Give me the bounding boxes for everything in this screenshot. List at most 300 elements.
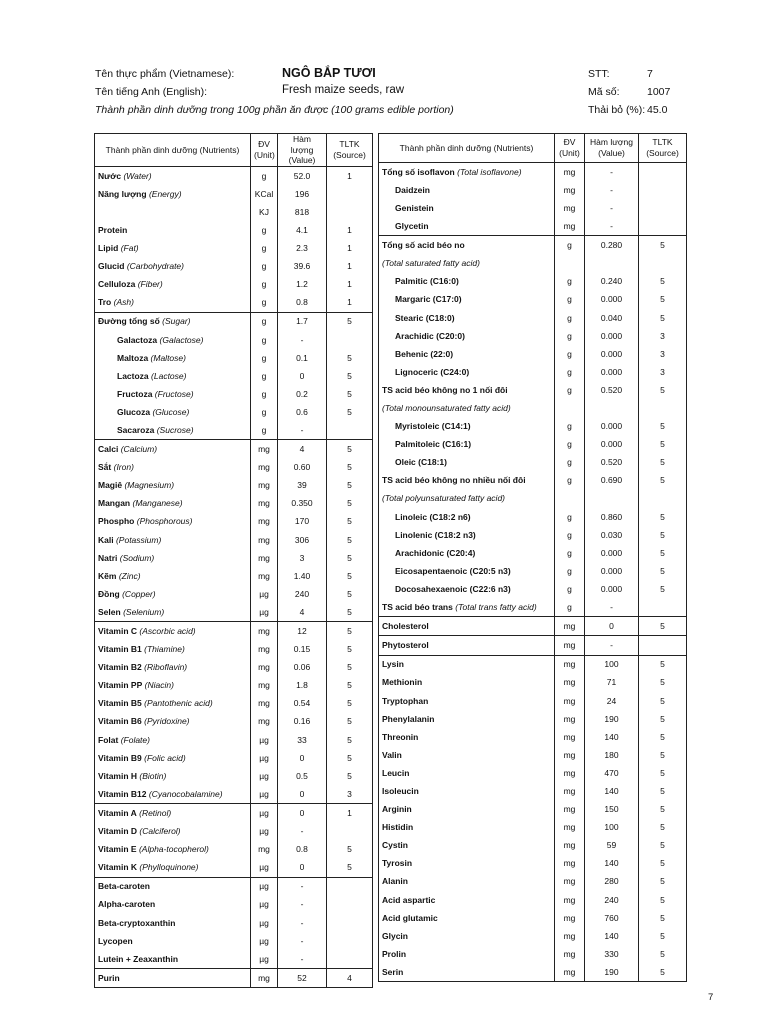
food-name-en-label: Tên tiếng Anh (English): xyxy=(95,86,208,98)
unit-cell: g xyxy=(251,166,278,185)
unit-cell: mg xyxy=(251,549,278,567)
unit-cell: mg xyxy=(251,640,278,658)
table-row xyxy=(379,291,687,309)
value-cell: 170 xyxy=(278,513,327,531)
nutrient-name-cell xyxy=(379,836,555,854)
table-row xyxy=(379,562,687,580)
unit-cell: g xyxy=(555,508,585,526)
value-cell: 150 xyxy=(585,800,639,818)
nutrient-name: Myristoleic (C14:1) xyxy=(395,421,471,432)
source-cell: 5 xyxy=(327,349,373,367)
source-cell xyxy=(327,950,373,969)
maso-value: 1007 xyxy=(647,86,671,98)
nutrient-name: Glycin xyxy=(382,930,408,941)
nutrient-name-cell xyxy=(379,927,555,945)
value-cell: 0.000 xyxy=(585,580,639,598)
source-cell xyxy=(639,598,687,617)
unit-cell: mg xyxy=(555,655,585,674)
maso-label: Mã số: xyxy=(588,86,620,98)
nutrient-name: Lutein + Zeaxanthin xyxy=(98,953,179,964)
unit-cell: mg xyxy=(555,963,585,982)
source-cell: 5 xyxy=(327,458,373,476)
table-row xyxy=(95,731,373,749)
unit-cell: g xyxy=(555,381,585,399)
value-cell: - xyxy=(278,331,327,349)
nutrient-name-cell xyxy=(95,440,251,459)
nutrient-name: Magiê xyxy=(98,480,123,491)
nutrient-name: Arachidic (C20:0) xyxy=(395,330,465,341)
unit-cell: g xyxy=(251,421,278,440)
unit-cell: µg xyxy=(251,585,278,603)
table-row xyxy=(379,655,687,674)
nutrient-name-cell xyxy=(379,508,555,526)
unit-cell: mg xyxy=(251,677,278,695)
unit-cell: mg xyxy=(555,199,585,217)
source-cell: 5 xyxy=(639,273,687,291)
nutrient-name-cell xyxy=(379,580,555,598)
table-row xyxy=(95,585,373,603)
nutrient-name: Vitamin B9 xyxy=(98,752,142,763)
nutrient-name-cell xyxy=(95,221,251,239)
value-cell: 0 xyxy=(585,617,639,636)
nutrient-name: Histidin xyxy=(382,822,414,833)
nutrient-name-cell xyxy=(95,294,251,313)
table-row xyxy=(95,275,373,293)
value-cell: 0 xyxy=(278,804,327,823)
unit-cell: mg xyxy=(555,636,585,655)
value-cell: - xyxy=(585,181,639,199)
source-cell xyxy=(327,877,373,896)
source-cell: 5 xyxy=(327,603,373,622)
nutrient-name-cell xyxy=(95,495,251,513)
nutrient-name-cell xyxy=(95,275,251,293)
source-cell: 1 xyxy=(327,239,373,257)
nutrient-english-name: (Manganese) xyxy=(132,498,183,509)
source-cell: 5 xyxy=(639,710,687,728)
nutrient-name: Đường tổng số xyxy=(98,316,160,327)
value-cell: 24 xyxy=(585,692,639,710)
table-row xyxy=(379,963,687,982)
table-row xyxy=(379,746,687,764)
source-cell xyxy=(327,914,373,932)
unit-cell: mg xyxy=(251,658,278,676)
nutrient-name-cell xyxy=(95,549,251,567)
nutrient-name: Sắt xyxy=(98,462,112,473)
value-cell: 0.030 xyxy=(585,526,639,544)
nutrient-name-cell xyxy=(95,767,251,785)
value-cell: 470 xyxy=(585,764,639,782)
nutrient-english-name: (Magnesium) xyxy=(124,480,175,491)
table-row xyxy=(379,363,687,381)
table-row xyxy=(379,435,687,453)
table-row xyxy=(95,367,373,385)
nutrient-name: Acid glutamic xyxy=(382,912,438,923)
nutrient-name-cell xyxy=(379,945,555,963)
source-cell: 5 xyxy=(639,746,687,764)
nutrient-name: Vitamin C xyxy=(98,626,138,637)
nutrient-english-name: (Thiamine) xyxy=(144,644,185,655)
nutrient-name-cell xyxy=(95,603,251,622)
nutrient-name: Oleic (C18:1) xyxy=(395,457,447,468)
nutrient-name: Leucin xyxy=(382,767,410,778)
source-cell xyxy=(639,636,687,655)
nutrient-name: Daidzein xyxy=(395,184,430,195)
nutrient-name-cell xyxy=(379,909,555,927)
value-cell: - xyxy=(585,199,639,217)
source-cell: 5 xyxy=(327,549,373,567)
table-row xyxy=(379,236,687,255)
nutrient-english-name: (Energy) xyxy=(148,188,182,199)
nutrient-name: Fructoza xyxy=(117,388,153,399)
unit-cell: mg xyxy=(555,764,585,782)
nutrient-name: Alpha-caroten xyxy=(98,899,156,910)
table-row xyxy=(95,932,373,950)
source-cell xyxy=(639,163,687,182)
nutrient-name-cell xyxy=(379,217,555,236)
col-source-header: TLTK (Source) xyxy=(639,134,687,163)
nutrient-name-cell xyxy=(379,891,555,909)
table-row xyxy=(379,526,687,544)
nutrient-name: Tyrosin xyxy=(382,858,413,869)
nutrient-english-name: (Phylloquinone) xyxy=(139,862,199,873)
table-row xyxy=(379,927,687,945)
source-cell: 5 xyxy=(639,526,687,544)
value-cell: 140 xyxy=(585,927,639,945)
value-cell: 0.280 xyxy=(585,236,639,255)
table-row xyxy=(95,767,373,785)
nutrient-english-name: (Water) xyxy=(123,170,152,181)
nutrient-name: TS acid béo không no 1 nối đôi xyxy=(382,384,508,395)
nutrient-name-cell xyxy=(379,710,555,728)
nutrient-name: Protein xyxy=(98,224,128,235)
value-cell: - xyxy=(585,636,639,655)
unit-cell: g xyxy=(251,349,278,367)
nutrient-name-cell xyxy=(379,562,555,580)
unit-cell: mg xyxy=(555,927,585,945)
table-row xyxy=(379,417,687,435)
nutrient-name-cell xyxy=(95,677,251,695)
nutrient-name-cell xyxy=(95,731,251,749)
nutrient-english-name: (Alpha-tocopherol) xyxy=(138,844,209,855)
nutrient-name: Maltoza xyxy=(117,352,149,363)
nutrient-name: Prolin xyxy=(382,948,407,959)
table-row xyxy=(95,421,373,440)
value-cell: 0.8 xyxy=(278,294,327,313)
nutrient-name: Lignoceric (C24:0) xyxy=(395,366,470,377)
left-nutrient-table xyxy=(94,133,373,988)
table-row xyxy=(379,836,687,854)
unit-cell: mg xyxy=(251,440,278,459)
nutrient-name-cell xyxy=(95,257,251,275)
nutrient-name: Serin xyxy=(382,966,404,977)
subtitle: Thành phần dinh dưỡng trong 100g phần ăn được (100 grams edible portion) xyxy=(95,104,454,116)
unit-cell: µg xyxy=(251,603,278,622)
table-row xyxy=(379,818,687,836)
unit-cell: mg xyxy=(251,458,278,476)
nutrient-name-cell xyxy=(379,544,555,562)
nutrient-name: Tro xyxy=(98,297,112,308)
nutrient-name-cell xyxy=(95,385,251,403)
nutrient-english-name: (Folic acid) xyxy=(144,752,186,763)
nutrient-name: Linoleic (C18:2 n6) xyxy=(395,511,471,522)
nutrient-name-cell xyxy=(379,363,555,381)
value-cell: 4 xyxy=(278,440,327,459)
value-cell: 0.16 xyxy=(278,713,327,731)
nutrient-name-cell xyxy=(95,367,251,385)
nutrient-name: Cystin xyxy=(382,840,408,851)
source-cell: 5 xyxy=(327,767,373,785)
table-row xyxy=(95,640,373,658)
table-row xyxy=(95,804,373,823)
unit-cell: g xyxy=(555,363,585,381)
table-row xyxy=(95,695,373,713)
source-cell: 5 xyxy=(639,945,687,963)
unit-cell: mg xyxy=(251,969,278,988)
value-cell: 1.8 xyxy=(278,677,327,695)
source-cell: 5 xyxy=(327,658,373,676)
source-cell: 5 xyxy=(639,927,687,945)
nutrient-name-cell xyxy=(379,764,555,782)
value-cell: 0 xyxy=(278,367,327,385)
nutrient-name-cell xyxy=(95,421,251,440)
source-cell xyxy=(639,199,687,217)
nutrient-name: Purin xyxy=(98,972,120,983)
unit-cell: mg xyxy=(555,945,585,963)
source-cell: 1 xyxy=(327,275,373,293)
nutrient-english-name: (Total saturated fatty acid) xyxy=(382,258,480,269)
nutrient-name: Natri xyxy=(98,552,118,563)
value-cell: 0.000 xyxy=(585,327,639,345)
thaibo-value: 45.0 xyxy=(647,104,668,116)
table-row xyxy=(95,513,373,531)
unit-cell: µg xyxy=(251,858,278,877)
unit-cell: mg xyxy=(555,909,585,927)
nutrient-name: Behenic (22:0) xyxy=(395,348,454,359)
source-cell: 3 xyxy=(639,363,687,381)
source-cell: 5 xyxy=(327,858,373,877)
nutrient-english-name: (Pyridoxine) xyxy=(144,716,190,727)
nutrient-english-name: (Calcium) xyxy=(120,444,158,455)
nutrient-name-cell xyxy=(95,695,251,713)
value-cell: 4 xyxy=(278,603,327,622)
table-row xyxy=(379,598,687,617)
unit-cell: g xyxy=(555,598,585,617)
value-cell: 3 xyxy=(278,549,327,567)
source-cell: 5 xyxy=(639,800,687,818)
unit-cell: mg xyxy=(555,674,585,692)
nutrient-name-cell xyxy=(379,181,555,199)
table-row xyxy=(95,858,373,877)
value-cell: 0 xyxy=(278,858,327,877)
source-cell: 1 xyxy=(327,257,373,275)
unit-cell: mg xyxy=(251,495,278,513)
source-cell: 5 xyxy=(639,855,687,873)
unit-cell: mg xyxy=(251,531,278,549)
nutrient-name: Vitamin B6 xyxy=(98,716,142,727)
nutrient-english-name: (Selenium) xyxy=(123,606,165,617)
value-cell: 760 xyxy=(585,909,639,927)
nutrient-name-cell xyxy=(379,598,555,617)
nutrient-name-cell xyxy=(379,746,555,764)
table-row xyxy=(379,327,687,345)
nutrient-name-cell xyxy=(95,658,251,676)
value-cell: - xyxy=(278,822,327,840)
table-row xyxy=(95,531,373,549)
nutrient-english-name: (Galactose) xyxy=(159,334,204,345)
source-cell xyxy=(327,185,373,203)
nutrient-name-cell xyxy=(379,490,555,508)
nutrient-name: Beta-caroten xyxy=(98,881,150,892)
table-row xyxy=(95,896,373,914)
table-row xyxy=(379,617,687,636)
nutrient-english-name: (Phosphorous) xyxy=(136,516,193,527)
unit-cell: mg xyxy=(555,855,585,873)
table-row xyxy=(95,294,373,313)
right-table-body xyxy=(379,163,687,982)
value-cell: 52.0 xyxy=(278,166,327,185)
nutrient-name-cell xyxy=(379,291,555,309)
nutrient-name-cell xyxy=(95,914,251,932)
unit-cell: g xyxy=(251,312,278,331)
value-cell: 1.40 xyxy=(278,567,327,585)
nutrient-english-name: (Fructose) xyxy=(154,388,194,399)
source-cell: 5 xyxy=(639,454,687,472)
value-cell: 0.000 xyxy=(585,417,639,435)
value-cell: - xyxy=(585,217,639,236)
nutrient-name-cell xyxy=(95,531,251,549)
nutrient-name-cell xyxy=(379,254,555,272)
unit-cell: µg xyxy=(251,896,278,914)
unit-cell: µg xyxy=(251,877,278,896)
value-cell: 306 xyxy=(278,531,327,549)
source-cell: 5 xyxy=(327,749,373,767)
table-row xyxy=(379,909,687,927)
source-cell: 5 xyxy=(639,381,687,399)
nutrient-english-name: (Cyanocobalamine) xyxy=(148,788,223,799)
value-cell: 0.000 xyxy=(585,562,639,580)
source-cell: 5 xyxy=(639,580,687,598)
table-row xyxy=(95,658,373,676)
unit-cell: g xyxy=(251,367,278,385)
value-cell: 1.7 xyxy=(278,312,327,331)
source-cell: 3 xyxy=(639,327,687,345)
nutrient-name: Vitamin H xyxy=(98,770,138,781)
col-source-header: TLTK (Source) xyxy=(327,134,373,167)
nutrient-name-cell xyxy=(379,163,555,182)
nutrient-name-cell xyxy=(379,345,555,363)
nutrient-english-name: (Fiber) xyxy=(137,279,163,290)
table-row xyxy=(95,349,373,367)
table-row xyxy=(379,580,687,598)
unit-cell: g xyxy=(555,345,585,363)
nutrient-name: Mangan xyxy=(98,498,131,509)
nutrient-name: Kẽm xyxy=(98,570,117,581)
unit-cell: g xyxy=(555,417,585,435)
nutrient-name: Lactoza xyxy=(117,370,149,381)
unit-cell: mg xyxy=(555,800,585,818)
unit-cell: mg xyxy=(251,713,278,731)
nutrient-name: Glucid xyxy=(98,261,125,272)
nutrient-name: Palmitoleic (C16:1) xyxy=(395,439,472,450)
nutrient-name: Folat xyxy=(98,734,119,745)
table-row xyxy=(95,257,373,275)
source-cell: 5 xyxy=(327,440,373,459)
source-cell: 5 xyxy=(639,674,687,692)
table-row xyxy=(379,381,687,399)
source-cell xyxy=(327,822,373,840)
nutrient-name-cell xyxy=(95,896,251,914)
nutrient-name-cell xyxy=(95,858,251,877)
nutrient-name-cell xyxy=(95,640,251,658)
nutrient-name: Đồng xyxy=(98,588,120,599)
table-row xyxy=(379,692,687,710)
nutrient-name-cell xyxy=(379,855,555,873)
table-row xyxy=(95,385,373,403)
nutrient-english-name: (Calciferol) xyxy=(139,826,181,837)
table-row xyxy=(379,181,687,199)
value-cell: 39.6 xyxy=(278,257,327,275)
source-cell: 5 xyxy=(639,655,687,674)
unit-cell: µg xyxy=(251,767,278,785)
nutrient-name-cell xyxy=(379,273,555,291)
source-cell: 5 xyxy=(327,531,373,549)
table-row xyxy=(95,312,373,331)
nutrient-name: Selen xyxy=(98,606,121,617)
unit-cell: mg xyxy=(555,836,585,854)
unit-cell: mg xyxy=(555,782,585,800)
unit-cell: g xyxy=(555,562,585,580)
source-cell: 5 xyxy=(327,513,373,531)
nutrient-name: Stearic (C18:0) xyxy=(395,312,455,323)
nutrient-name-cell xyxy=(95,840,251,858)
source-cell xyxy=(327,203,373,221)
source-cell: 5 xyxy=(327,840,373,858)
unit-cell: g xyxy=(555,435,585,453)
value-cell: 0.60 xyxy=(278,458,327,476)
value-cell: 140 xyxy=(585,728,639,746)
source-cell: 1 xyxy=(327,294,373,313)
nutrient-name-cell xyxy=(95,877,251,896)
table-row xyxy=(95,495,373,513)
value-cell xyxy=(585,490,639,508)
unit-cell: mg xyxy=(251,567,278,585)
nutrient-name-cell xyxy=(379,327,555,345)
value-cell xyxy=(585,254,639,272)
value-cell: 0.350 xyxy=(278,495,327,513)
nutrient-english-name: (Biotin) xyxy=(139,770,167,781)
nutrient-name-cell xyxy=(379,435,555,453)
value-cell: 1.2 xyxy=(278,275,327,293)
nutrient-name-cell xyxy=(379,728,555,746)
nutrient-name-cell xyxy=(379,199,555,217)
nutrient-name-cell xyxy=(379,472,555,490)
col-nutrient-header: Thành phần dinh dưỡng (Nutrients) xyxy=(95,134,251,167)
value-cell xyxy=(585,399,639,417)
nutrient-name: Năng lượng xyxy=(98,188,147,199)
unit-cell: mg xyxy=(555,617,585,636)
value-cell: 0.2 xyxy=(278,385,327,403)
value-cell: 0.040 xyxy=(585,309,639,327)
table-row xyxy=(95,622,373,641)
source-cell: 5 xyxy=(327,476,373,494)
nutrient-name-cell xyxy=(379,818,555,836)
source-cell xyxy=(327,932,373,950)
nutrient-name: Vitamin B2 xyxy=(98,662,142,673)
nutrient-name-cell xyxy=(95,403,251,421)
source-cell: 5 xyxy=(327,312,373,331)
nutrient-name: Valin xyxy=(382,749,402,760)
value-cell: 0.000 xyxy=(585,544,639,562)
